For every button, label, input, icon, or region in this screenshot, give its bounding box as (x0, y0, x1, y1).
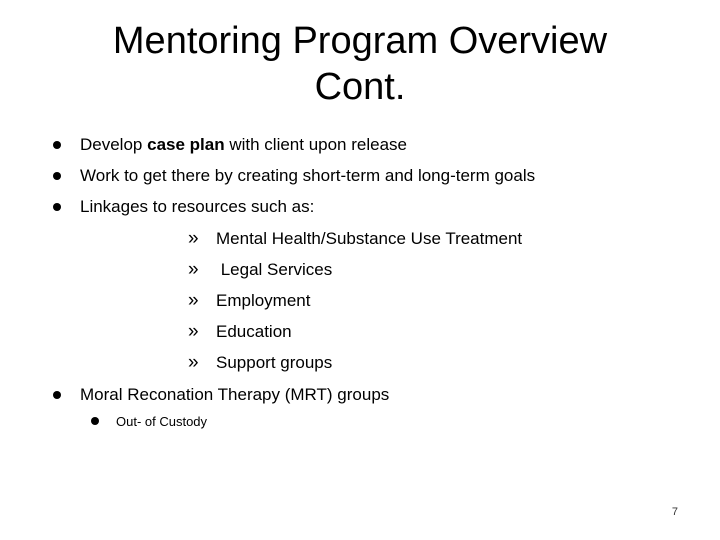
bullet-goals (52, 165, 535, 187)
raquo-icon: » (188, 228, 199, 249)
bullet-text: Linkages to resources such as: (80, 197, 315, 216)
resource-item (188, 321, 292, 343)
resource-text: Support groups (216, 353, 333, 372)
bullet-linkages (52, 196, 314, 218)
raquo-icon: » (188, 321, 199, 342)
resource-text: Employment (216, 291, 311, 310)
bullet-text: Work to get there by creating short-term and long-term goals (80, 166, 536, 185)
raquo-icon: » (188, 352, 199, 373)
resource-text: Education (216, 322, 292, 341)
resource-item (188, 352, 332, 374)
raquo-icon: » (188, 259, 199, 280)
bullet-case-plan (52, 134, 407, 156)
bullet-mrt (52, 384, 389, 406)
mrt-sub-text: Out- of Custody (116, 414, 208, 429)
page-number: 7 (671, 506, 678, 518)
resource-item (188, 228, 522, 250)
mrt-sub-bullet (90, 413, 207, 431)
resource-item (188, 259, 332, 281)
resource-text: Legal Services (216, 260, 333, 279)
title-line-2: Cont. (314, 66, 406, 108)
resource-item (188, 290, 310, 312)
title-line-1: Mentoring Program Overview (112, 20, 608, 62)
slide-title (40, 18, 680, 110)
resource-text: Mental Health/Substance Use Treatment (216, 229, 523, 248)
raquo-icon: » (188, 290, 199, 311)
bullet-text: Develop case plan with client upon release (80, 135, 407, 154)
bullet-text: Moral Reconation Therapy (MRT) groups (80, 385, 390, 404)
